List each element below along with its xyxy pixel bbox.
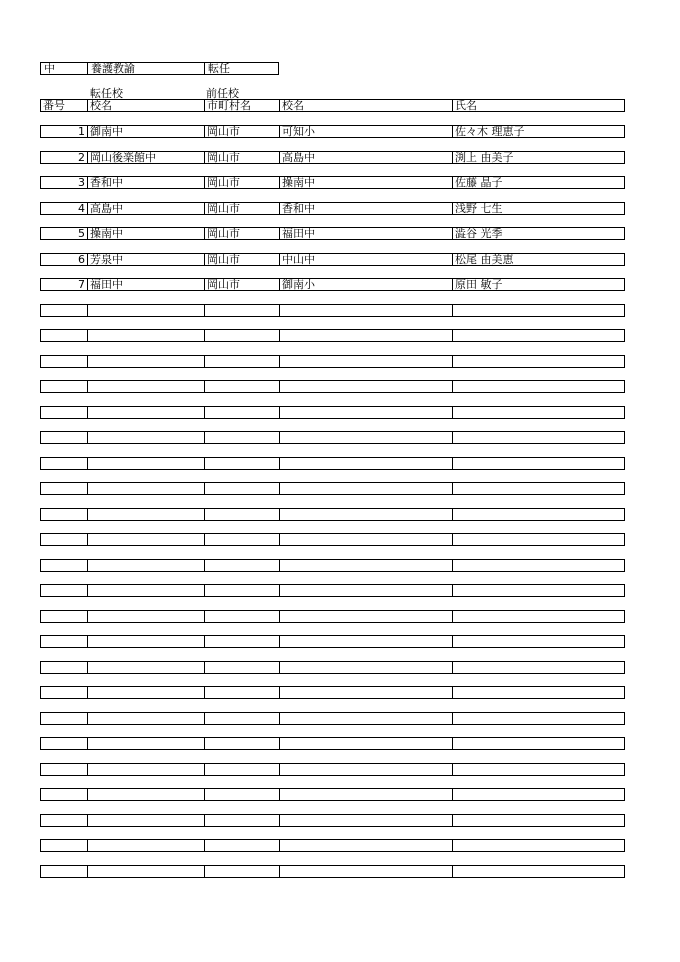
- row-prev-school: [279, 407, 452, 418]
- row-number: [41, 713, 87, 724]
- row-city: [204, 407, 279, 418]
- row-new-school: 操南中: [87, 228, 204, 239]
- row-new-school: [87, 662, 204, 673]
- row-new-school: [87, 713, 204, 724]
- row-name: [452, 636, 624, 647]
- row-prev-school: [279, 738, 452, 749]
- table-row: [40, 304, 625, 317]
- row-prev-school: 操南中: [279, 177, 452, 188]
- row-new-school: [87, 560, 204, 571]
- row-new-school: 福田中: [87, 279, 204, 290]
- row-name: [452, 356, 624, 367]
- row-prev-school: [279, 458, 452, 469]
- row-name: [452, 815, 624, 826]
- row-number: [41, 662, 87, 673]
- row-city: [204, 789, 279, 800]
- row-prev-school: [279, 789, 452, 800]
- table-row: [40, 635, 625, 648]
- row-number: [41, 407, 87, 418]
- table-row: [40, 355, 625, 368]
- row-name: [452, 585, 624, 596]
- row-new-school: [87, 815, 204, 826]
- row-new-school: [87, 789, 204, 800]
- row-name: [452, 738, 624, 749]
- row-city: [204, 356, 279, 367]
- row-new-school: [87, 611, 204, 622]
- column-header-row: [40, 99, 625, 112]
- table-row: [40, 125, 625, 138]
- row-number: [41, 330, 87, 341]
- row-name: [452, 509, 624, 520]
- row-city: [204, 509, 279, 520]
- row-prev-school: 可知小: [279, 126, 452, 137]
- row-name: [452, 866, 624, 877]
- row-name: [452, 764, 624, 775]
- row-prev-school: 香和中: [279, 203, 452, 214]
- row-prev-school: [279, 815, 452, 826]
- row-name: [452, 305, 624, 316]
- row-number: [41, 432, 87, 443]
- row-name: 澁谷 光季: [452, 228, 624, 239]
- row-prev-school: [279, 330, 452, 341]
- row-number: [41, 534, 87, 545]
- row-name: [452, 407, 624, 418]
- table-row: [40, 712, 625, 725]
- row-prev-school: [279, 611, 452, 622]
- row-new-school: [87, 534, 204, 545]
- table-row: [40, 788, 625, 801]
- row-number: 1: [78, 126, 85, 137]
- row-new-school: [87, 585, 204, 596]
- row-city: [204, 840, 279, 851]
- row-city: [204, 534, 279, 545]
- row-name: [452, 687, 624, 698]
- row-city: [204, 764, 279, 775]
- table-row: [40, 508, 625, 521]
- table-row: [40, 278, 625, 291]
- row-city: [204, 305, 279, 316]
- row-number: [41, 815, 87, 826]
- table-row: [40, 686, 625, 699]
- row-prev-school: 高島中: [279, 152, 452, 163]
- row-prev-school: [279, 560, 452, 571]
- group-label-new-school: 転任校: [90, 87, 123, 100]
- row-new-school: [87, 687, 204, 698]
- row-name: [452, 483, 624, 494]
- row-city: 岡山市: [204, 228, 279, 239]
- row-new-school: 芳泉中: [87, 254, 204, 265]
- row-name: 原田 敏子: [452, 279, 624, 290]
- row-number: 6: [78, 254, 85, 265]
- col-header-number: 番号: [43, 100, 65, 111]
- row-name: [452, 611, 624, 622]
- row-name: [452, 330, 624, 341]
- row-prev-school: [279, 509, 452, 520]
- row-city: 岡山市: [204, 254, 279, 265]
- row-new-school: [87, 764, 204, 775]
- row-city: 岡山市: [204, 203, 279, 214]
- table-row: [40, 737, 625, 750]
- table-row: [40, 533, 625, 546]
- table-row: [40, 329, 625, 342]
- table-row: [40, 406, 625, 419]
- row-new-school: 香和中: [87, 177, 204, 188]
- header-bar: [40, 62, 279, 75]
- table-row: [40, 176, 625, 189]
- row-city: 岡山市: [204, 177, 279, 188]
- row-number: [41, 611, 87, 622]
- row-new-school: [87, 738, 204, 749]
- row-prev-school: [279, 764, 452, 775]
- header-position: 養護教諭: [88, 63, 205, 74]
- row-city: [204, 713, 279, 724]
- row-prev-school: [279, 636, 452, 647]
- row-city: 岡山市: [204, 152, 279, 163]
- row-new-school: 御南中: [87, 126, 204, 137]
- row-number: [41, 560, 87, 571]
- row-number: [41, 636, 87, 647]
- row-name: [452, 560, 624, 571]
- row-city: [204, 432, 279, 443]
- row-city: [204, 330, 279, 341]
- row-name: 浅野 七生: [452, 203, 624, 214]
- row-number: 3: [78, 177, 85, 188]
- row-name: [452, 840, 624, 851]
- row-number: 2: [78, 152, 85, 163]
- row-new-school: [87, 458, 204, 469]
- table-row: [40, 151, 625, 164]
- table-row: [40, 839, 625, 852]
- row-number: 7: [78, 279, 85, 290]
- row-new-school: [87, 407, 204, 418]
- row-name: [452, 789, 624, 800]
- row-name: [452, 662, 624, 673]
- group-label-prev-school: 前任校: [206, 87, 239, 100]
- row-city: [204, 636, 279, 647]
- row-number: [41, 305, 87, 316]
- row-prev-school: [279, 432, 452, 443]
- row-number: [41, 585, 87, 596]
- row-new-school: [87, 483, 204, 494]
- row-prev-school: [279, 662, 452, 673]
- row-new-school: [87, 305, 204, 316]
- table-row: [40, 482, 625, 495]
- row-name: 松尾 由美恵: [452, 254, 624, 265]
- row-number: [41, 458, 87, 469]
- row-number: [41, 483, 87, 494]
- row-name: [452, 432, 624, 443]
- table-row: [40, 431, 625, 444]
- header-type: 転任: [205, 63, 279, 74]
- row-prev-school: 御南小: [279, 279, 452, 290]
- row-city: [204, 662, 279, 673]
- row-city: [204, 611, 279, 622]
- row-city: [204, 381, 279, 392]
- table-row: [40, 814, 625, 827]
- row-name: [452, 381, 624, 392]
- row-prev-school: [279, 381, 452, 392]
- row-prev-school: [279, 483, 452, 494]
- row-new-school: [87, 381, 204, 392]
- table-row: [40, 253, 625, 266]
- row-city: [204, 815, 279, 826]
- row-number: [41, 687, 87, 698]
- table-row: [40, 763, 625, 776]
- row-city: [204, 738, 279, 749]
- row-name: [452, 713, 624, 724]
- col-header-new-school: 校名: [87, 100, 204, 111]
- row-number: [41, 866, 87, 877]
- row-number: 5: [78, 228, 85, 239]
- row-prev-school: [279, 840, 452, 851]
- row-prev-school: [279, 305, 452, 316]
- row-prev-school: 福田中: [279, 228, 452, 239]
- row-new-school: 岡山後楽館中: [87, 152, 204, 163]
- table-row: [40, 559, 625, 572]
- row-city: [204, 483, 279, 494]
- row-city: [204, 458, 279, 469]
- table-row: [40, 380, 625, 393]
- table-row: [40, 661, 625, 674]
- header-level: 中: [41, 63, 88, 74]
- row-name: [452, 458, 624, 469]
- row-new-school: [87, 840, 204, 851]
- row-new-school: [87, 866, 204, 877]
- row-new-school: [87, 636, 204, 647]
- row-new-school: [87, 330, 204, 341]
- table-row: [40, 202, 625, 215]
- table-row: [40, 584, 625, 597]
- row-number: [41, 356, 87, 367]
- row-prev-school: [279, 534, 452, 545]
- row-number: [41, 509, 87, 520]
- row-city: [204, 560, 279, 571]
- row-number: [41, 840, 87, 851]
- row-prev-school: [279, 585, 452, 596]
- row-number: 4: [78, 203, 85, 214]
- row-number: [41, 738, 87, 749]
- row-city: 岡山市: [204, 279, 279, 290]
- col-header-name: 氏名: [452, 100, 624, 111]
- row-name: 佐藤 晶子: [452, 177, 624, 188]
- row-name: 佐々木 理恵子: [452, 126, 624, 137]
- table-row: [40, 457, 625, 470]
- row-prev-school: [279, 687, 452, 698]
- table-row: [40, 610, 625, 623]
- row-number: [41, 381, 87, 392]
- row-prev-school: [279, 356, 452, 367]
- row-number: [41, 789, 87, 800]
- row-prev-school: [279, 866, 452, 877]
- row-name: [452, 534, 624, 545]
- row-new-school: [87, 509, 204, 520]
- table-row: [40, 227, 625, 240]
- row-new-school: [87, 432, 204, 443]
- col-header-city: 市町村名: [204, 100, 279, 111]
- row-new-school: 高島中: [87, 203, 204, 214]
- row-new-school: [87, 356, 204, 367]
- row-prev-school: [279, 713, 452, 724]
- row-name: 渕上 由美子: [452, 152, 624, 163]
- row-prev-school: 中山中: [279, 254, 452, 265]
- table-row: [40, 865, 625, 878]
- row-city: 岡山市: [204, 126, 279, 137]
- row-city: [204, 585, 279, 596]
- row-city: [204, 866, 279, 877]
- row-number: [41, 764, 87, 775]
- row-city: [204, 687, 279, 698]
- col-header-prev-school: 校名: [279, 100, 452, 111]
